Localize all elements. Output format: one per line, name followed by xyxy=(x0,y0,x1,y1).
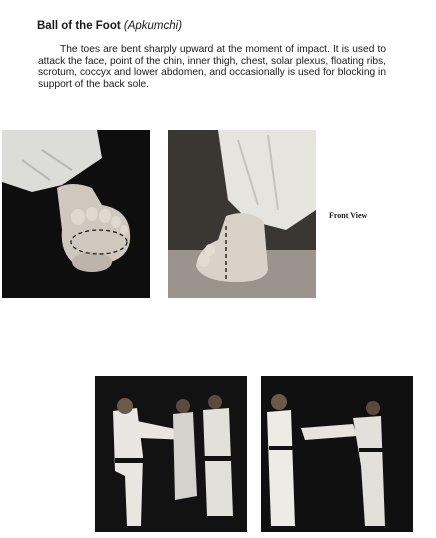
foot-front-photo xyxy=(168,130,316,298)
section-heading xyxy=(37,20,182,32)
foot-sole-photo xyxy=(2,130,150,298)
high-kick-photo xyxy=(261,376,413,532)
front-view-caption: Front View xyxy=(329,211,368,220)
section-title: Ball of the Foot xyxy=(37,20,121,32)
group-kick-photo xyxy=(95,376,247,532)
body-paragraph: The toes are bent sharply upward at the moment of impact. It is used to attack the face, point of the chin, inner thigh, chest, solar plexus, floating ribs, scrotum, coccyx and lower abdomen, and occasionally is used for blocking in support of the back sole. xyxy=(38,44,386,90)
section-subtitle: (Apkumchi) xyxy=(123,20,183,32)
